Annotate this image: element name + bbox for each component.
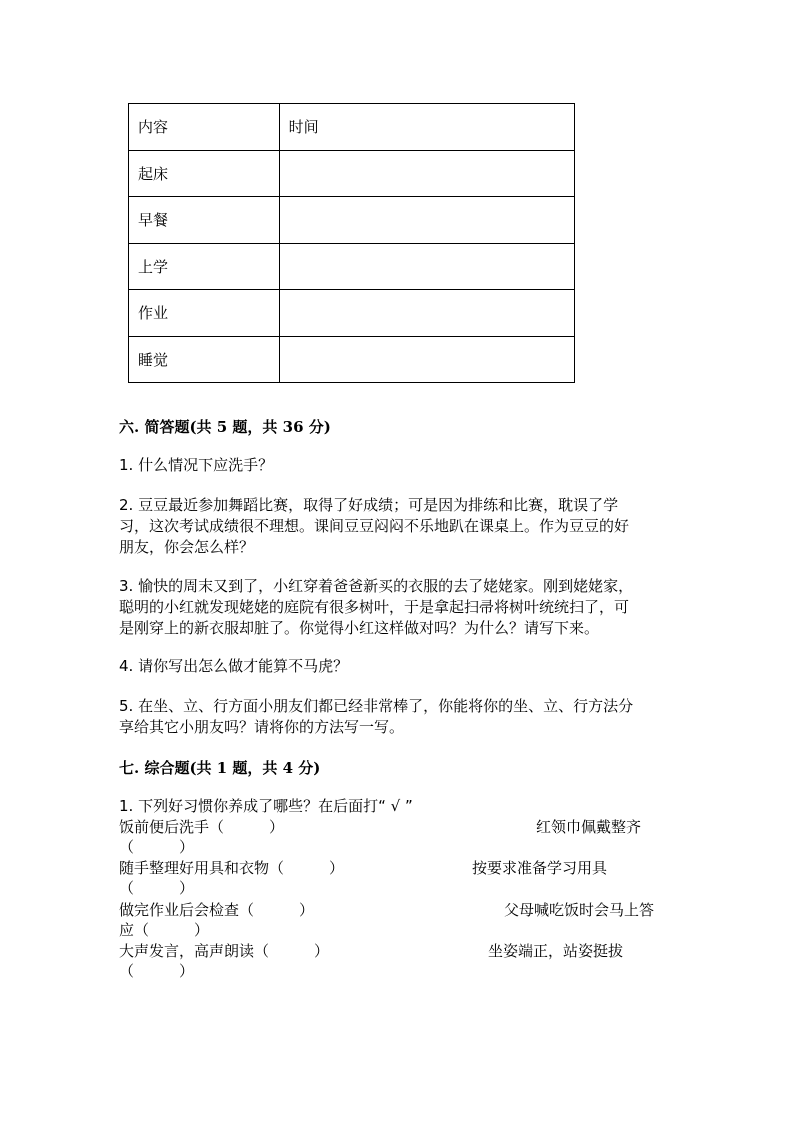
table-header-row [129,104,575,151]
question-2-line-3: 朋友，你会怎么样？ [119,538,255,556]
table-row [129,290,575,337]
header-cell-time: 时间 [279,104,574,151]
habit-good-posture: 坐姿端正，站姿挺拔 [488,942,624,960]
question-4 [119,656,665,677]
question-1-line: 1. 什么情况下应洗手？ [119,456,274,474]
question-3-line-1: 3. 愉快的周末又到了，小红穿着爸爸新买的衣服的去了姥姥家。刚到姥姥家， [119,577,634,595]
habit-speak-loudly: 大声发言，高声朗读（ ） [119,942,330,960]
habit-red-scarf: 红领巾佩戴整齐 [536,818,642,836]
row-label: 早餐 [129,197,280,244]
question-2-line-2: 习，这次考试成绩很不理想。课间豆豆闷闷不乐地趴在课桌上。作为豆豆的好 [119,517,630,535]
row-time-blank [279,336,574,383]
question-5-line-1: 5. 在坐、立、行方面小朋友们都已经非常棒了，你能将你的坐、立、行方法分 [119,697,634,715]
question-1 [119,455,665,476]
table-row [129,197,575,244]
habit-wash-hands: 饭前便后洗手（ ） [119,818,285,836]
section-6-title: 六. 简答题(共 5 题，共 36 分) [119,418,331,436]
habit-tidy-things: 随手整理好用具和衣物（ ） [119,859,345,877]
daily-schedule-table [128,103,575,383]
table-row [129,150,575,197]
row-label: 作业 [129,290,280,337]
question-3 [119,576,665,639]
row-label: 上学 [129,243,280,290]
section-7-intro [119,796,665,817]
habit-answer-parents: 父母喊吃饭时会马上答 [504,901,655,919]
section-7-title: 七. 综合题(共 1 题，共 4 分) [119,759,321,777]
question-2-line-1: 2. 豆豆最近参加舞蹈比赛，取得了好成绩；可是因为排练和比赛，耽误了学 [119,496,619,514]
row-time-blank [279,290,574,337]
question-3-line-3: 是刚穿上的新衣服却脏了。你觉得小红这样做对吗？为什么？请写下来。 [119,619,600,637]
question-5 [119,696,665,738]
header-cell-content: 内容 [129,104,280,151]
row-time-blank [279,243,574,290]
section-7-intro-line: 1. 下列好习惯你养成了哪些？在后面打“ √ ” [119,797,413,815]
habit-prepare-supplies-blank: （ ） [119,879,195,897]
table-row [129,336,575,383]
row-time-blank [279,150,574,197]
question-5-line-2: 享给其它小朋友吗？请将你的方法写一写。 [119,718,405,736]
question-2 [119,495,665,558]
habit-answer-parents-blank: 应（ ） [119,921,210,939]
habit-prepare-supplies: 按要求准备学习用具 [472,859,608,877]
habit-check-homework: 做完作业后会检查（ ） [119,901,315,919]
row-label: 起床 [129,150,280,197]
row-label: 睡觉 [129,336,280,383]
habit-red-scarf-blank: （ ） [119,838,195,856]
question-4-line: 4. 请你写出怎么做才能算不马虎？ [119,657,349,675]
table-row [129,243,575,290]
question-3-line-2: 聪明的小红就发现姥姥的庭院有很多树叶，于是拿起扫帚将树叶统统扫了，可 [119,598,630,616]
row-time-blank [279,197,574,244]
habit-good-posture-blank: （ ） [119,962,195,980]
